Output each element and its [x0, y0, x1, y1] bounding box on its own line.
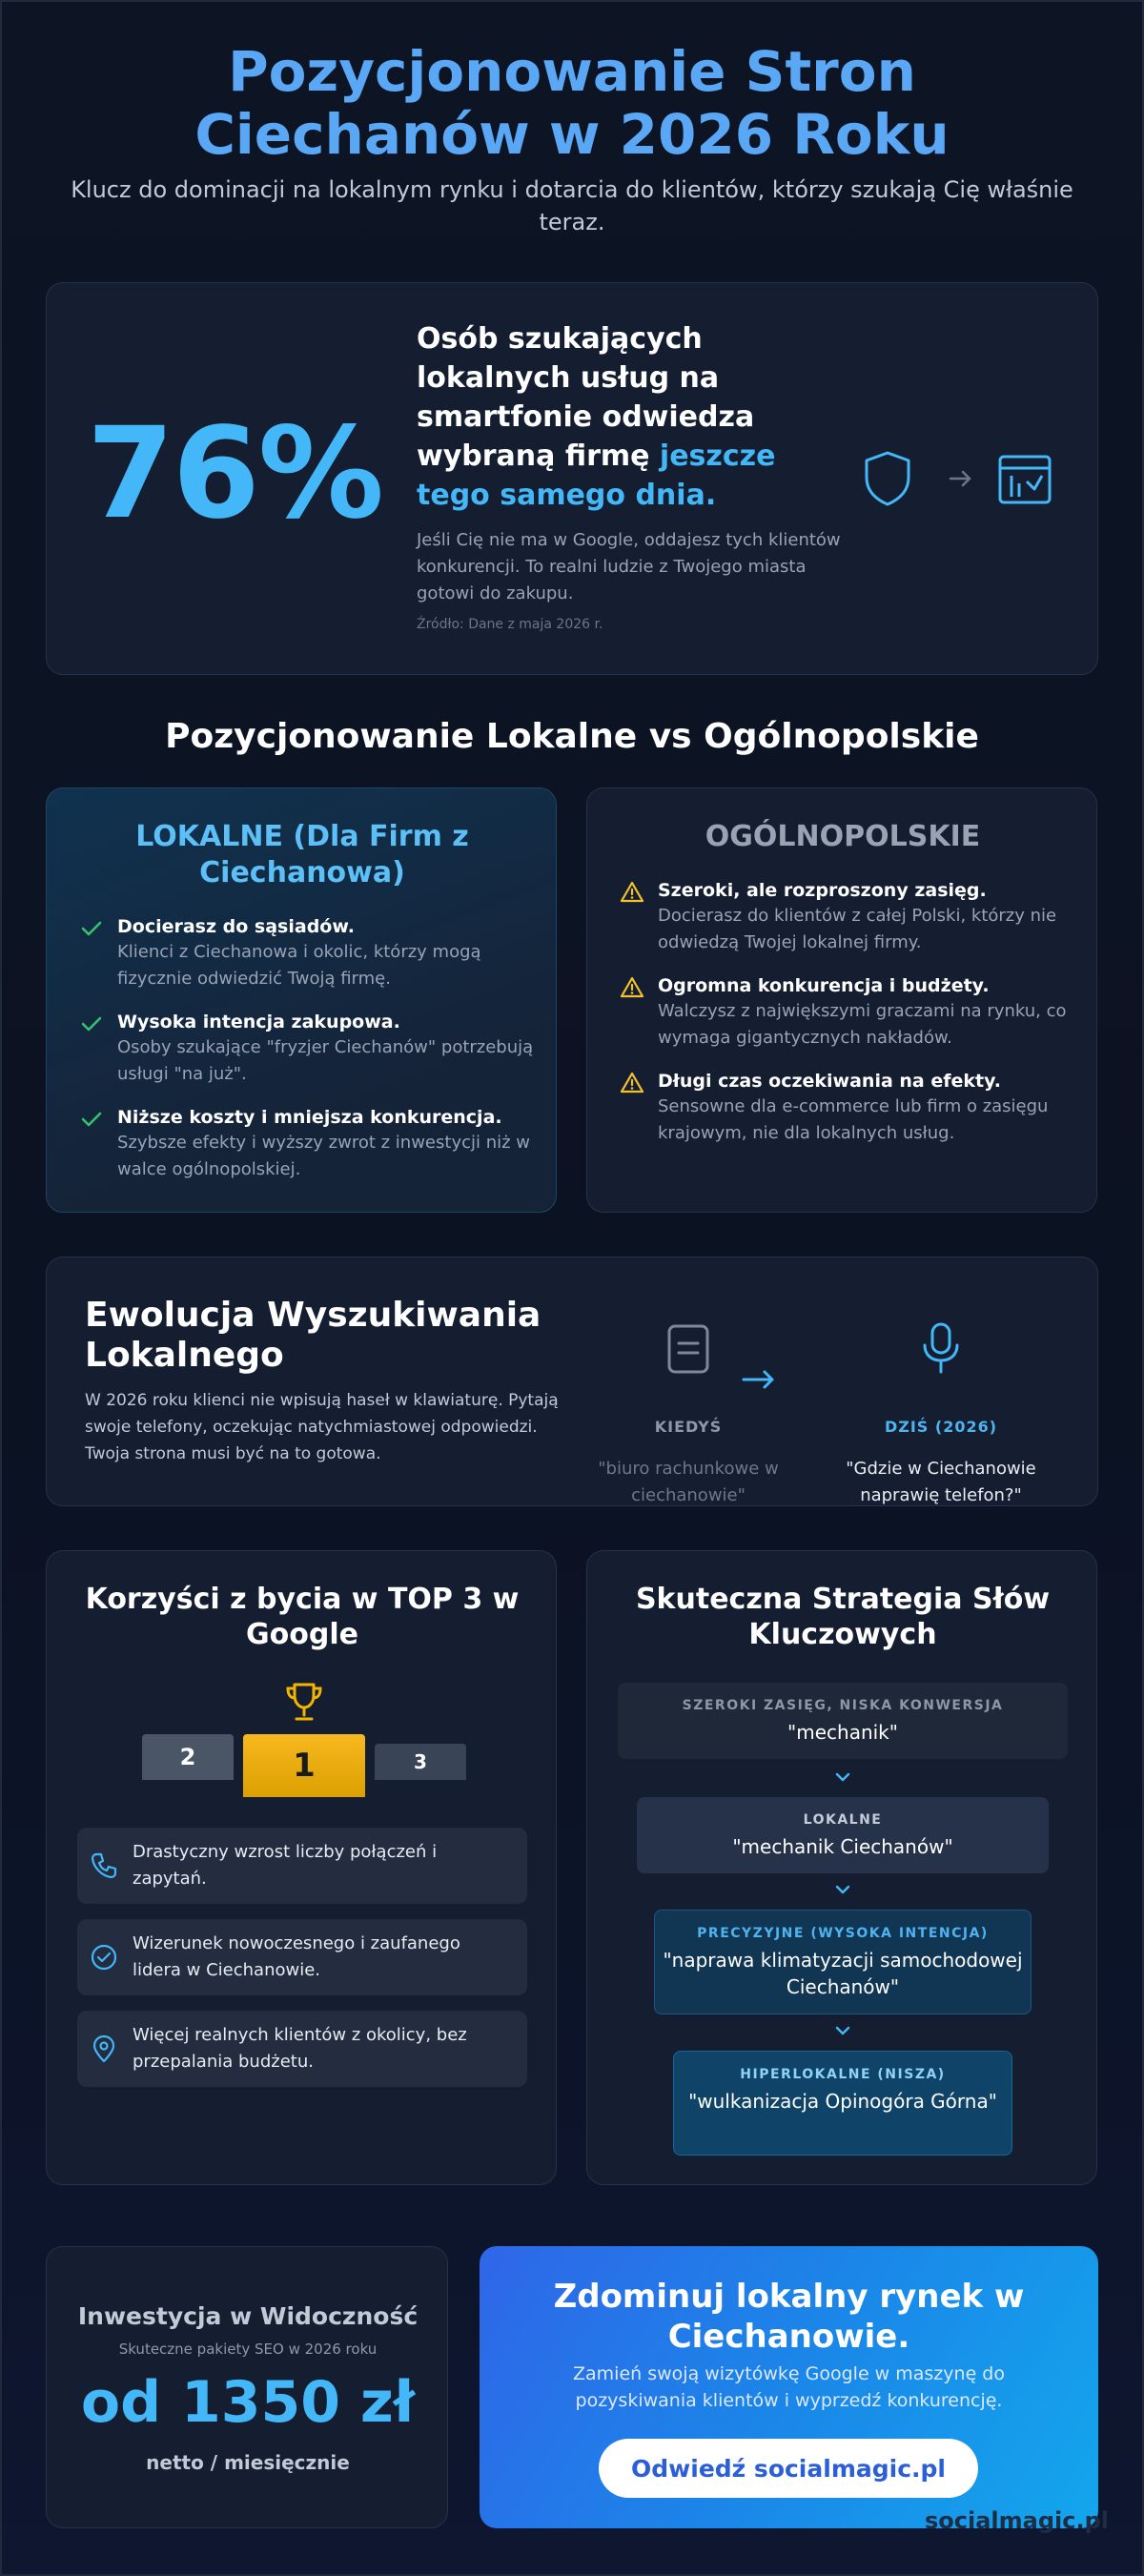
strategy-card	[586, 1550, 1097, 2185]
stat-headline	[417, 319, 836, 515]
national-item-desc: Docierasz do klientów z całej Polski, którzy nie odwiedzą Twojej lokalnej firmy.	[658, 906, 1057, 952]
shield-icon	[867, 453, 909, 504]
strategy-title: Skuteczna Strategia Słów Kluczowych	[635, 1583, 1051, 1651]
benefit-item	[77, 2011, 527, 2087]
evolution-card	[46, 1257, 1098, 1506]
pricing-unit: netto / miesięcznie	[146, 2451, 350, 2474]
national-item	[620, 1069, 1077, 1149]
tier-label: HIPERLOKALNE (NISZA)	[740, 2067, 946, 2082]
chevron-down-icon	[833, 1770, 852, 1784]
national-item	[620, 973, 1077, 1053]
local-item-title: Docierasz do sąsiadów.	[117, 916, 355, 937]
evolution-description: W 2026 roku klienci nie wpisują haseł w klawiaturę. Pytają swoje telefony, oczekując natychmiastowej odpowiedzi. Twoja strona musi być na to gotowa.	[85, 1391, 559, 1463]
tier-label: LOKALNE	[803, 1812, 883, 1828]
local-item	[79, 1010, 537, 1090]
warning-icon	[620, 975, 644, 1000]
benefit-text: Wizerunek nowoczesnego i zaufanego lidera w Ciechanowie.	[133, 1933, 460, 1980]
pricing-value: od 1350 zł	[80, 2369, 416, 2436]
stat-headline-highlight: jeszcze tego samego dnia.	[417, 440, 776, 512]
arrow-right-icon	[740, 1365, 778, 1394]
benefits-title: Korzyści z bycia w TOP 3 w Google	[85, 1583, 520, 1651]
stat-card	[46, 282, 1098, 675]
evolution-new-label: DZIŚ (2026)	[884, 1418, 998, 1436]
keyword-tier	[654, 1910, 1032, 2014]
page-subtitle: Klucz do dominacji na lokalnym rynku i dotarcia do klientów, którzy szukają Cię właśnie teraz.	[71, 176, 1073, 235]
chevron-down-icon	[833, 2024, 852, 2037]
national-item-title: Ogromna konkurencja i budżety.	[658, 975, 990, 996]
check-circle-icon	[89, 1942, 119, 1973]
podium-third: 3	[375, 1744, 466, 1780]
cta-title: Zdominuj lokalny rynek w Ciechanowie.	[553, 2278, 1025, 2356]
benefits-card	[46, 1550, 557, 2185]
stat-source: Źródło: Dane z maja 2026 r.	[417, 617, 603, 632]
local-item	[79, 914, 537, 994]
podium-second: 2	[142, 1734, 234, 1780]
pricing-card	[46, 2246, 448, 2528]
national-item	[620, 878, 1077, 958]
warning-icon	[620, 880, 644, 905]
keyword-tier	[618, 1683, 1068, 1759]
benefit-item	[77, 1828, 527, 1904]
keyword-tier	[673, 2051, 1012, 2156]
cta-description: Zamień swoją wizytówkę Google w maszynę do pozyskiwania klientów i wyprzedź konkurencję.	[573, 2363, 1005, 2411]
stat-headline-text: Osób szukających lokalnych usług na smartfonie odwiedza wybraną firmę	[417, 322, 755, 473]
cta-card	[480, 2246, 1098, 2528]
national-card	[586, 787, 1097, 1213]
microphone-icon	[914, 1320, 968, 1378]
stat-icons	[857, 447, 1067, 508]
phone-icon	[89, 1850, 119, 1881]
benefit-text: Drastyczny wzrost liczby połączeń i zapytań.	[133, 1842, 438, 1889]
evolution-title: Ewolucja Wyszukiwania Lokalnego	[85, 1296, 541, 1375]
evolution-new-query: "Gdzie w Ciechanowie naprawię telefon?"	[846, 1459, 1036, 1505]
document-icon	[662, 1322, 715, 1376]
tier-label: SZEROKI ZASIĘG, NISKA KONWERSJA	[682, 1698, 1004, 1713]
title-line-2: Ciechanów w 2026 Roku	[194, 102, 950, 167]
check-icon	[79, 1012, 104, 1036]
title-line-1: Pozycjonowanie Stron	[228, 39, 916, 104]
local-card	[46, 787, 557, 1213]
tier-value: "mechanik Ciechanów"	[732, 1835, 953, 1858]
comparison-title: Pozycjonowanie Lokalne vs Ogólnopolskie	[165, 717, 979, 756]
local-item-title: Wysoka intencja zakupowa.	[117, 1012, 400, 1032]
podium-first: 1	[243, 1734, 365, 1797]
evolution-old-query: "biuro rachunkowe w ciechanowie"	[598, 1459, 779, 1505]
tier-value: "naprawa klimatyzacji samochodowej Ciechanów"	[663, 1949, 1023, 1998]
warning-icon	[620, 1071, 644, 1095]
page-title	[0, 40, 1144, 166]
pricing-title: Inwestycja w Widoczność	[77, 2302, 419, 2330]
local-title: LOKALNE (Dla Firm z Ciechanowa)	[135, 820, 469, 889]
store-icon	[1000, 457, 1050, 502]
map-pin-icon	[89, 2034, 119, 2064]
pricing-subtitle: Skuteczne pakiety SEO w 2026 roku	[118, 2341, 378, 2358]
local-item	[79, 1105, 537, 1185]
tier-label: PRECYZYJNE (WYSOKA INTENCJA)	[697, 1926, 989, 1941]
local-item-title: Niższe koszty i mniejsza konkurencja.	[117, 1107, 502, 1128]
visit-website-button[interactable]: Odwiedź socialmagic.pl	[599, 2439, 978, 2498]
tier-value: "wulkanizacja Opinogóra Górna"	[688, 2090, 997, 2113]
benefit-text: Więcej realnych klientów z okolicy, bez przepalania budżetu.	[133, 2025, 467, 2072]
benefit-item	[77, 1919, 527, 1995]
evolution-old-label: KIEDYŚ	[654, 1418, 723, 1436]
national-item-title: Szeroki, ale rozproszony zasięg.	[658, 880, 987, 901]
local-item-desc: Klienci z Ciechanowa i okolic, którzy mogą fizycznie odwiedzić Twoją firmę.	[117, 942, 481, 989]
arrow-right-icon	[950, 472, 970, 485]
national-title: OGÓLNOPOLSKIE	[705, 820, 981, 853]
chevron-down-icon	[833, 1883, 852, 1896]
keyword-tier	[637, 1797, 1049, 1873]
local-item-desc: Szybsze efekty i wyższy zwrot z inwestycji niż w walce ogólnopolskiej.	[117, 1133, 531, 1179]
national-item-desc: Walczysz z największymi graczami na rynku, co wymaga gigantycznych nakładów.	[658, 1001, 1067, 1048]
trophy-icon	[283, 1681, 325, 1723]
stat-description: Jeśli Cię nie ma w Google, oddajesz tych klientów konkurencji. To realni ludzie z Twojego miasta gotowi do zakupu.	[417, 530, 841, 603]
check-icon	[79, 1107, 104, 1132]
local-item-desc: Osoby szukające "fryzjer Ciechanów" potrzebują usługi "na już".	[117, 1037, 534, 1084]
watermark: socialmagic.pl	[925, 2507, 1110, 2534]
national-item-title: Długi czas oczekiwania na efekty.	[658, 1071, 1001, 1092]
tier-value: "mechanik"	[787, 1721, 898, 1744]
stat-value: 76%	[87, 400, 382, 547]
national-item-desc: Sensowne dla e-commerce lub firm o zasięgu krajowym, nie dla lokalnych usług.	[658, 1096, 1049, 1143]
podium	[142, 1681, 466, 1814]
check-icon	[79, 916, 104, 941]
